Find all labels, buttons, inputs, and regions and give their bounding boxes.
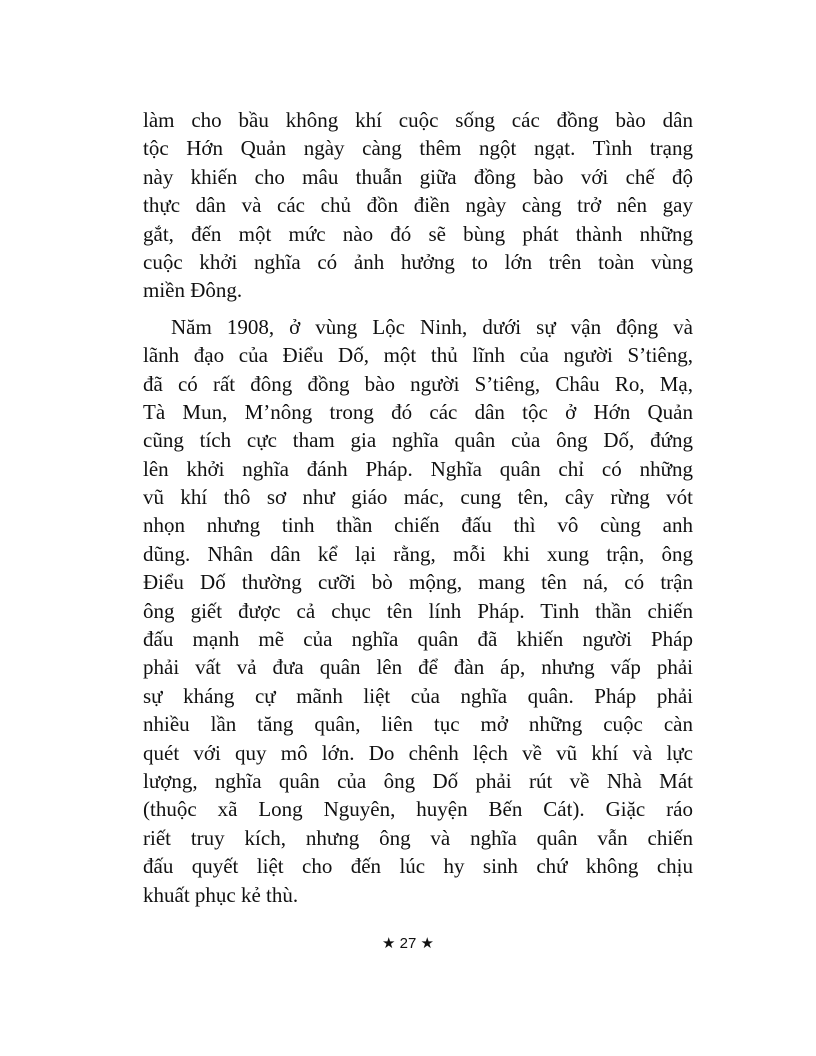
page-number: ★ 27 ★ [382,935,434,952]
text-line: quét với quy mô lớn. Do chênh lệch về vũ khí và lực [143,740,693,765]
text-line: cũng tích cực tham gia nghĩa quân của ông Dố, đứng [143,428,693,453]
text-line: nhọn nhưng tinh thần chiến đấu thì vô cùng anh [143,513,693,538]
text-line: đấu quyết liệt cho đến lúc hy sinh chứ không chịu [143,854,693,879]
text-line: Điểu Dố thường cưỡi bò mộng, mang tên ná, có trận [143,570,693,595]
paragraph-2 [143,313,693,909]
text-line: Năm 1908, ở vùng Lộc Ninh, dưới sự vận động và [171,314,693,339]
page-body [143,106,693,909]
text-line: miền Đông. [143,278,243,303]
text-line: dũng. Nhân dân kể lại rằng, mỗi khi xung trận, ông [143,541,693,566]
text-line: nhiều lần tăng quân, liên tục mở những cuộc càn [143,712,693,737]
text-line: vũ khí thô sơ như giáo mác, cung tên, cây rừng vót [143,485,693,510]
text-line: đã có rất đông đồng bào người S’tiêng, Châu Ro, Mạ, [143,371,693,396]
text-line: đấu mạnh mẽ của nghĩa quân đã khiến người Pháp [143,627,693,652]
text-line: cuộc khởi nghĩa có ảnh hưởng to lớn trên toàn vùng [143,249,693,274]
text-line: ông giết được cả chục tên lính Pháp. Tinh thần chiến [143,598,693,623]
text-line: thực dân và các chủ đồn điền ngày càng trở nên gay [143,193,693,218]
paragraph-1 [143,106,693,305]
text-line: phải vất vả đưa quân lên để đàn áp, nhưng vấp phải [143,655,693,680]
text-line: khuất phục kẻ thù. [143,882,299,907]
text-line: lượng, nghĩa quân của ông Dố phải rút về Nhà Mát [143,768,693,793]
text-line: riết truy kích, nhưng ông và nghĩa quân vẫn chiến [143,825,693,850]
text-line: làm cho bầu không khí cuộc sống các đồng bào dân [143,108,693,132]
text-line: gắt, đến một mức nào đó sẽ bùng phát thành những [143,221,693,246]
text-line: sự kháng cự mãnh liệt của nghĩa quân. Pháp phải [143,683,693,708]
text-line: lên khởi nghĩa đánh Pháp. Nghĩa quân chỉ có những [143,456,693,481]
text-line: (thuộc xã Long Nguyên, huyện Bến Cát). Giặc ráo [143,797,693,822]
text-line: tộc Hớn Quản ngày càng thêm ngột ngạt. Tình trạng [143,136,693,161]
text-line: Tà Mun, M’nông trong đó các dân tộc ở Hớn Quản [143,399,693,424]
text-line: lãnh đạo của Điểu Dố, một thủ lĩnh của người S’tiêng, [143,343,693,368]
text-line: này khiến cho mâu thuẫn giữa đồng bào với chế độ [143,164,693,189]
